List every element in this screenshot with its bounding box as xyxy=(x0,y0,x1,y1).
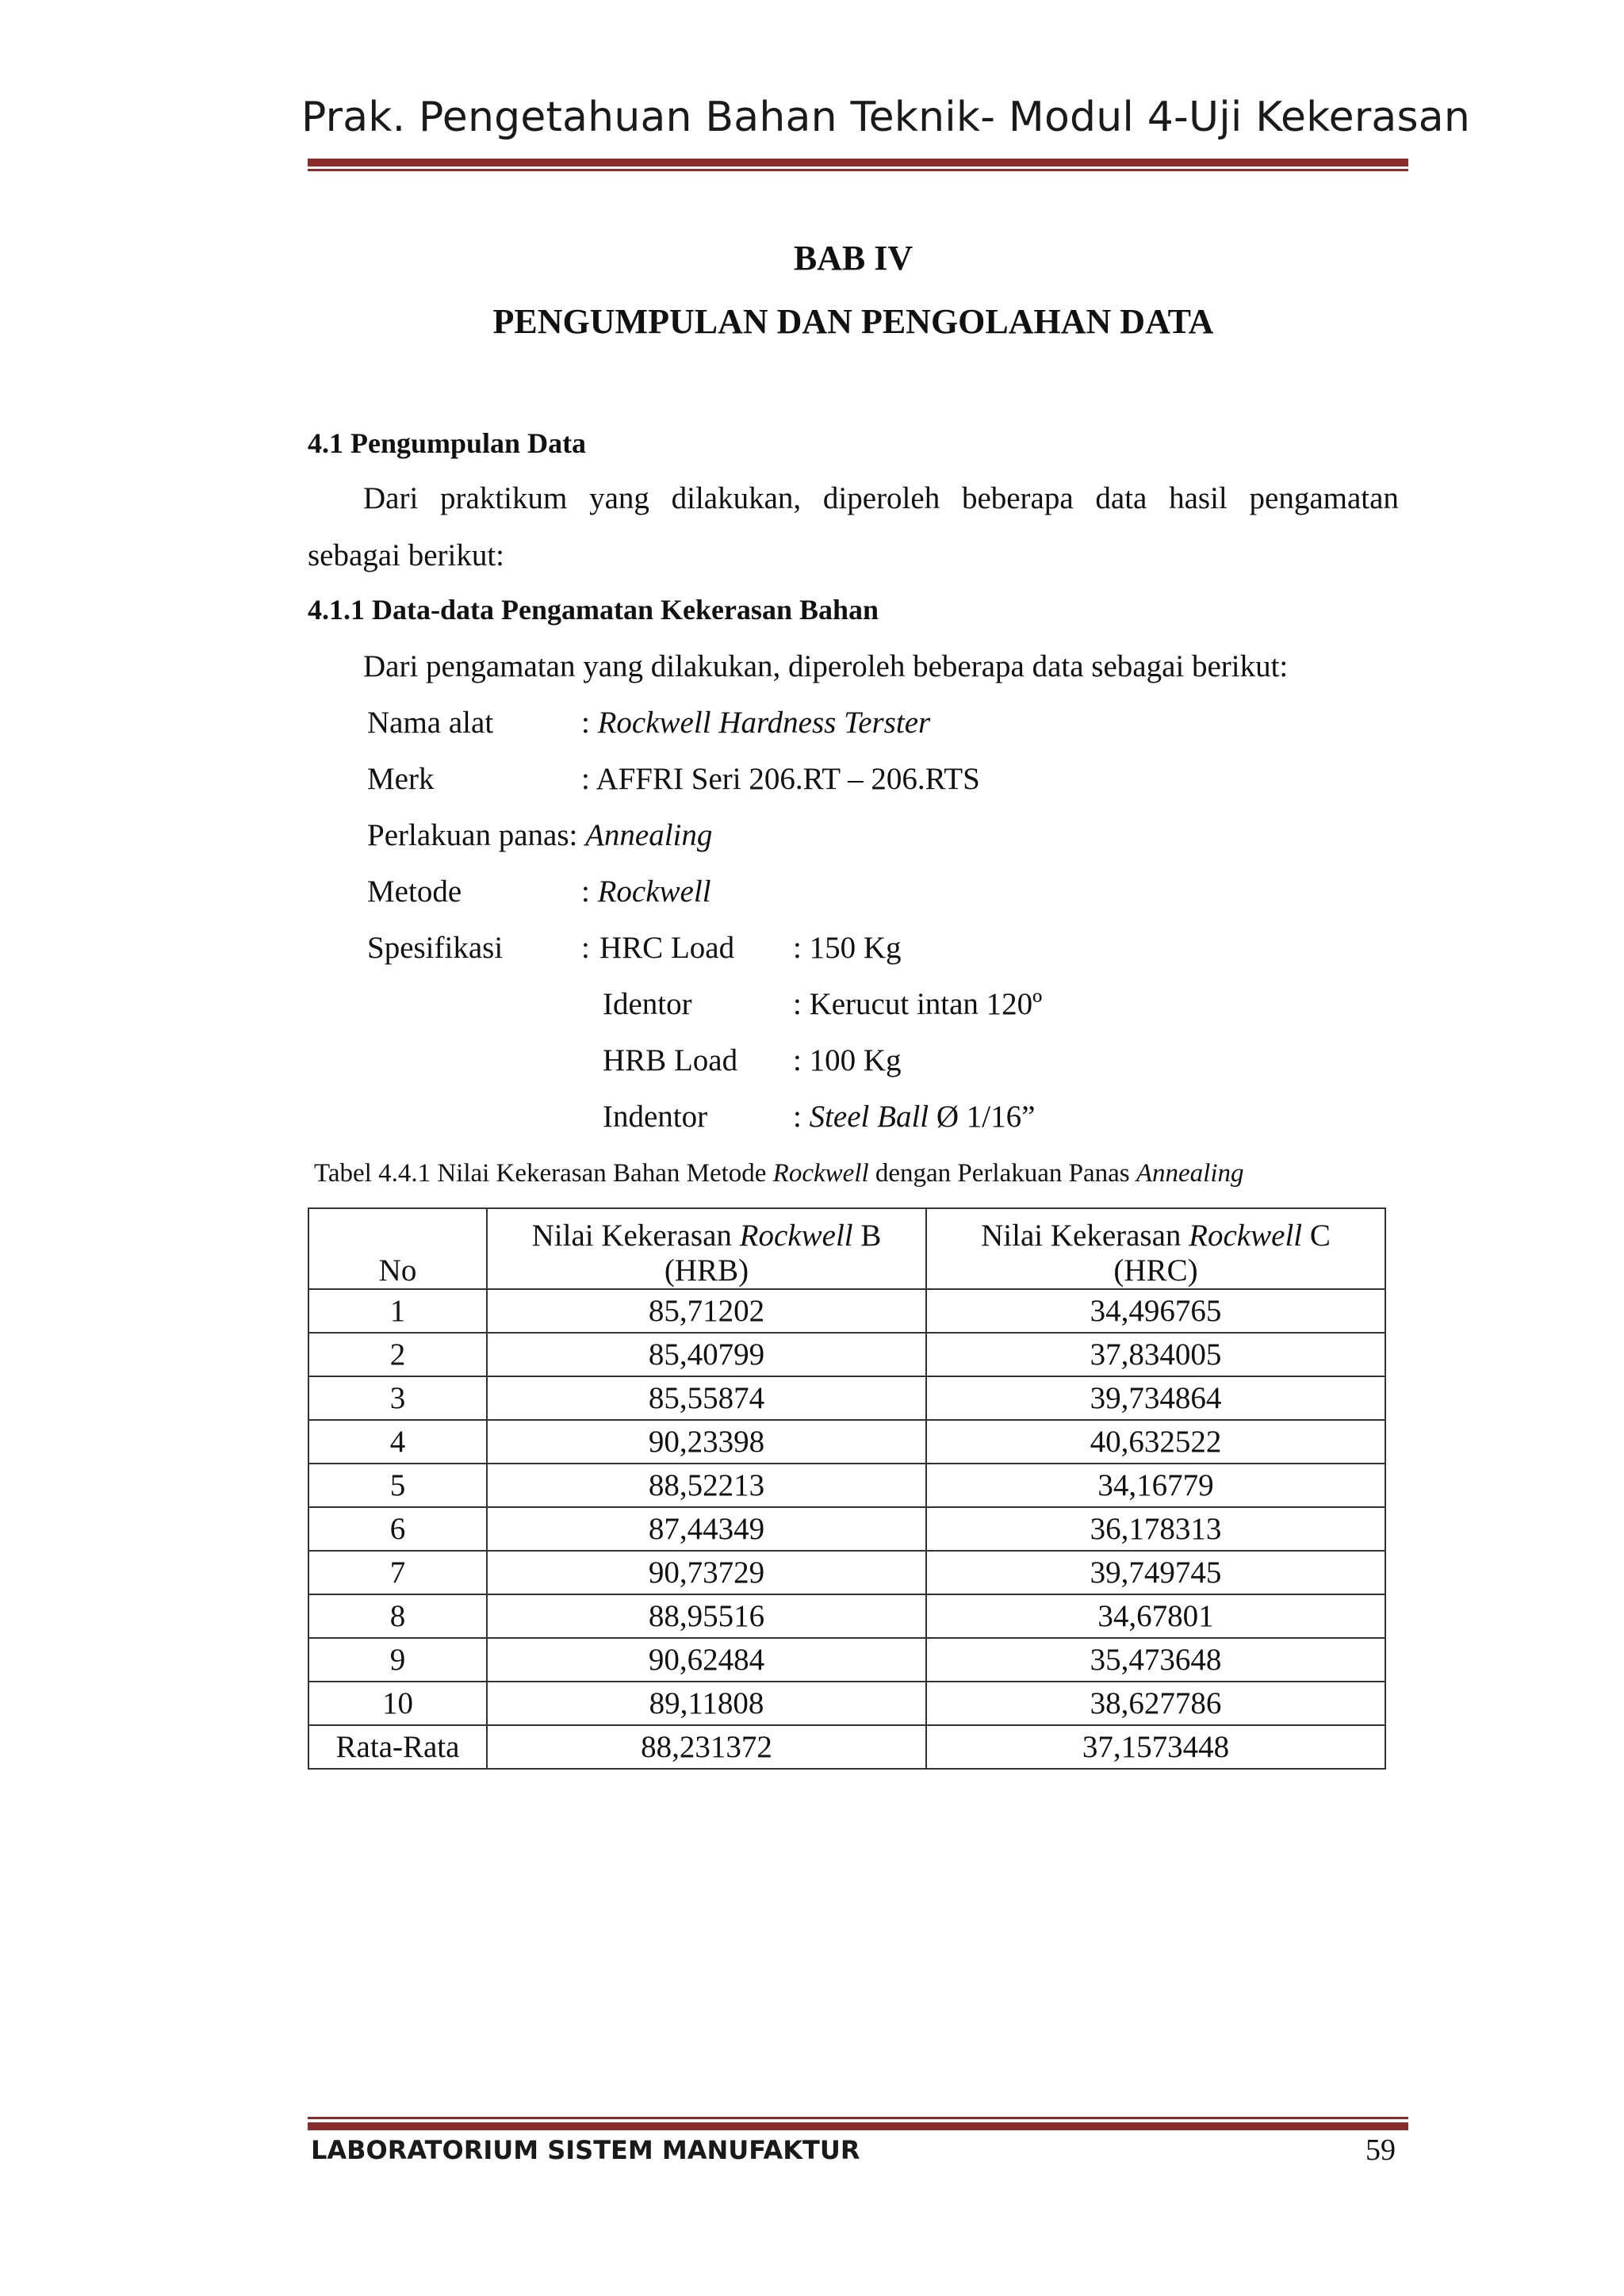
subspec-value-indentor: : Steel Ball Ø 1/16” xyxy=(793,1100,1036,1134)
cell-hrb: 85,71202 xyxy=(487,1289,926,1333)
section-heading-4-1: 4.1 Pengumpulan Data xyxy=(308,427,587,459)
cell-hrc: 38,627786 xyxy=(926,1682,1385,1725)
cell-no: 4 xyxy=(308,1420,487,1464)
para-word: Dari xyxy=(363,481,419,515)
cell-no: 2 xyxy=(308,1333,487,1376)
footer-lab-name: LABORATORIUM SISTEM MANUFAKTUR xyxy=(311,2135,860,2165)
cell-hrc: 39,749745 xyxy=(926,1551,1385,1594)
subspec-label-identor: Identor xyxy=(603,987,692,1021)
table-row xyxy=(308,1333,1385,1376)
section-heading-4-1-1: 4.1.1 Data-data Pengamatan Kekerasan Bahan xyxy=(308,594,879,626)
cell-no: 8 xyxy=(308,1594,487,1638)
cell-hrb: 90,62484 xyxy=(487,1638,926,1682)
para-word: data xyxy=(1095,481,1147,515)
cell-hrc: 34,496765 xyxy=(926,1289,1385,1333)
table-row xyxy=(308,1725,1385,1769)
spec-label-merk: Merk xyxy=(367,762,435,796)
header-hrb: Nilai Kekerasan Rockwell B (HRB) xyxy=(487,1208,926,1289)
para-word: pengamatan xyxy=(1249,481,1399,515)
cell-hrc: 37,1573448 xyxy=(926,1725,1385,1769)
table-row xyxy=(308,1289,1385,1333)
cell-hrb: 88,231372 xyxy=(487,1725,926,1769)
cell-no: 1 xyxy=(308,1289,487,1333)
footer-rule-thin xyxy=(308,2117,1408,2119)
section-4-1-paragraph-line2: sebagai berikut: xyxy=(308,538,504,572)
cell-hrb: 88,95516 xyxy=(487,1594,926,1638)
hardness-table xyxy=(308,1207,1386,1770)
para-word: yang xyxy=(589,481,649,515)
cell-no: 10 xyxy=(308,1682,487,1725)
cell-hrb: 85,55874 xyxy=(487,1376,926,1420)
cell-no: Rata-Rata xyxy=(308,1725,487,1769)
spec-colon-spesifikasi: : xyxy=(581,931,590,965)
section-4-1-1-intro: Dari pengamatan yang dilakukan, diperoleh beberapa data sebagai berikut: xyxy=(363,649,1289,683)
cell-hrb: 85,40799 xyxy=(487,1333,926,1376)
cell-hrc: 34,16779 xyxy=(926,1464,1385,1507)
cell-hrc: 35,473648 xyxy=(926,1638,1385,1682)
spec-label-spesifikasi: Spesifikasi xyxy=(367,931,504,965)
table-row xyxy=(308,1551,1385,1594)
subspec-value-identor: : Kerucut intan 120º xyxy=(793,987,1043,1021)
cell-hrc: 36,178313 xyxy=(926,1507,1385,1551)
footer-rule-thick xyxy=(308,2122,1408,2130)
page-number: 59 xyxy=(1365,2133,1396,2167)
cell-hrc: 40,632522 xyxy=(926,1420,1385,1464)
cell-no: 7 xyxy=(308,1551,487,1594)
subspec-label-hrb-load: HRB Load xyxy=(603,1043,738,1077)
header-hrc: Nilai Kekerasan Rockwell C (HRC) xyxy=(926,1208,1385,1289)
para-word: beberapa xyxy=(961,481,1074,515)
cell-hrc: 37,834005 xyxy=(926,1333,1385,1376)
spec-value-merk: : AFFRI Seri 206.RT – 206.RTS xyxy=(581,762,980,796)
table-row xyxy=(308,1420,1385,1464)
table-row xyxy=(308,1638,1385,1682)
table-row xyxy=(308,1376,1385,1420)
spec-label-nama-alat: Nama alat xyxy=(367,706,494,740)
spec-value-nama-alat: : Rockwell Hardness Terster xyxy=(581,706,931,740)
header-rule-thick xyxy=(308,159,1408,166)
chapter-title: PENGUMPULAN DAN PENGOLAHAN DATA xyxy=(492,302,1214,341)
table-row xyxy=(308,1464,1385,1507)
table-row xyxy=(308,1507,1385,1551)
cell-hrb: 88,52213 xyxy=(487,1464,926,1507)
cell-hrc: 34,67801 xyxy=(926,1594,1385,1638)
header-no: No xyxy=(308,1208,487,1289)
table-row xyxy=(308,1682,1385,1725)
cell-hrb: 90,73729 xyxy=(487,1551,926,1594)
para-word: dilakukan, xyxy=(671,481,802,515)
cell-hrc: 39,734864 xyxy=(926,1376,1385,1420)
chapter-number: BAB IV xyxy=(793,239,914,277)
subspec-value-hrc-load: : 150 Kg xyxy=(793,931,902,965)
table-caption: Tabel 4.4.1 Nilai Kekerasan Bahan Metode Rockwell dengan Perlakuan Panas Annealing xyxy=(314,1159,1244,1188)
para-word: diperoleh xyxy=(822,481,940,515)
cell-no: 6 xyxy=(308,1507,487,1551)
cell-hrb: 87,44349 xyxy=(487,1507,926,1551)
cell-no: 9 xyxy=(308,1638,487,1682)
subspec-value-hrb-load: : 100 Kg xyxy=(793,1043,902,1077)
spec-value-metode: : Rockwell xyxy=(581,874,711,909)
para-word: praktikum xyxy=(440,481,568,515)
subspec-label-indentor: Indentor xyxy=(603,1100,708,1134)
subspec-label-hrc-load: HRC Load xyxy=(599,931,735,965)
spec-label-perlakuan-panas: Perlakuan panas: Annealing xyxy=(367,818,713,852)
table-header-row xyxy=(308,1208,1385,1289)
cell-no: 3 xyxy=(308,1376,487,1420)
cell-hrb: 89,11808 xyxy=(487,1682,926,1725)
table-row xyxy=(308,1594,1385,1638)
section-4-1-paragraph-line1 xyxy=(363,480,1399,516)
header-rule-thin xyxy=(308,169,1408,171)
para-word: hasil xyxy=(1169,481,1228,515)
running-header: Prak. Pengetahuan Bahan Teknik- Modul 4-Uji Kekerasan xyxy=(301,94,1470,141)
cell-hrb: 90,23398 xyxy=(487,1420,926,1464)
spec-label-metode: Metode xyxy=(367,874,462,909)
cell-no: 5 xyxy=(308,1464,487,1507)
